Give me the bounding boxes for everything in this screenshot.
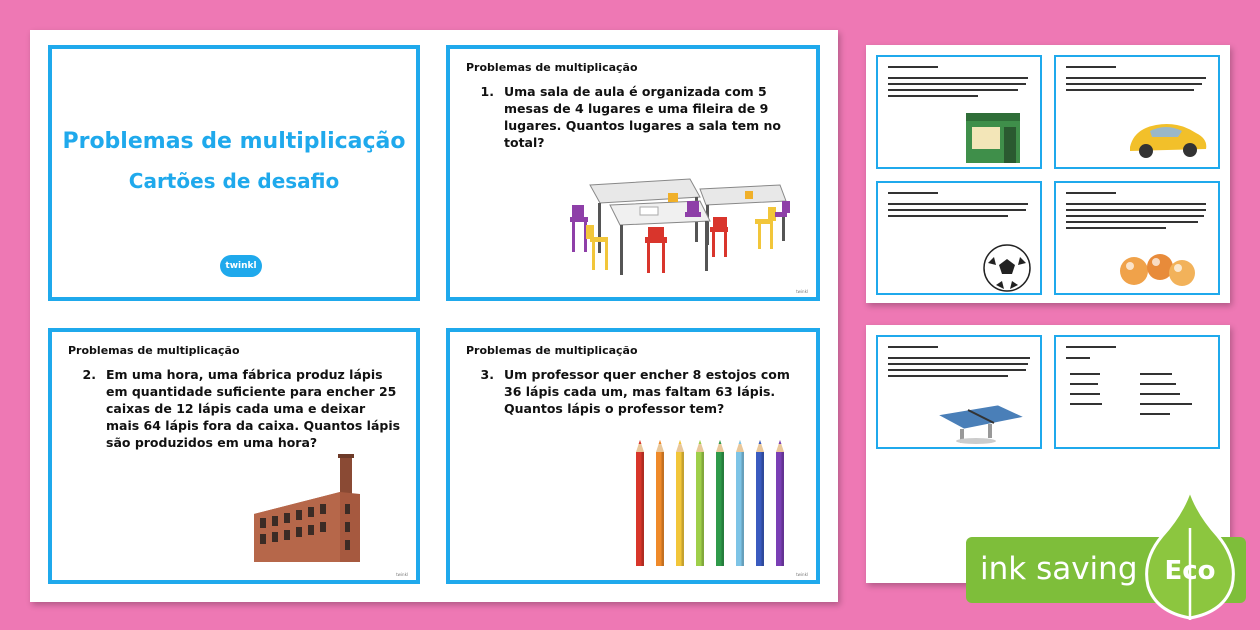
question-text: Uma sala de aula é organizada com 5 mesas de 4 lugares e uma fileira de 9 lugares. Quantos lugares a sala tem no total? bbox=[504, 84, 782, 150]
factory-building-image bbox=[250, 454, 370, 564]
pencil bbox=[756, 440, 764, 566]
pencil bbox=[696, 440, 704, 566]
card-header: Problemas de multiplicação bbox=[466, 344, 638, 357]
pencil bbox=[736, 440, 744, 566]
card-question bbox=[68, 366, 402, 451]
soccer-ball-image bbox=[982, 243, 1032, 293]
card-footer: twinkl bbox=[796, 572, 808, 577]
classroom-tables-image bbox=[550, 157, 800, 282]
mini-card-1 bbox=[876, 55, 1042, 169]
question-number: 3. bbox=[480, 367, 494, 382]
pencil bbox=[776, 440, 784, 566]
challenge-card-3 bbox=[446, 328, 820, 584]
preview-page-1 bbox=[866, 45, 1230, 303]
card-header: Problemas de multiplicação bbox=[68, 344, 240, 357]
colored-pencils-image bbox=[628, 440, 798, 570]
mini-card-2 bbox=[1054, 55, 1220, 169]
ping-pong-table-image bbox=[928, 397, 1028, 447]
twinkl-logo: twinkl bbox=[220, 255, 262, 277]
main-sheet bbox=[30, 30, 838, 602]
shop-front-image bbox=[964, 113, 1022, 165]
mini-card-answers bbox=[1054, 335, 1220, 449]
ink-saving-text: ink saving bbox=[980, 551, 1138, 587]
pencil bbox=[716, 440, 724, 566]
challenge-card-2 bbox=[48, 328, 420, 584]
pencil bbox=[636, 440, 644, 566]
yellow-car-image bbox=[1126, 117, 1210, 161]
mini-card-4 bbox=[1054, 181, 1220, 295]
question-number: 2. bbox=[82, 367, 96, 382]
card-question bbox=[466, 83, 802, 151]
pencil bbox=[656, 440, 664, 566]
card-question bbox=[466, 366, 802, 417]
title-card bbox=[48, 45, 420, 301]
challenge-card-1 bbox=[446, 45, 820, 301]
card-footer: twinkl bbox=[796, 289, 808, 294]
question-text: Em uma hora, uma fábrica produz lápis em quantidade suficiente para encher 25 caixas de 12 lápis cada uma e deixar mais 64 lápis fora da caixa. Quantos lápis são produzidos em uma hora? bbox=[106, 367, 401, 450]
eco-leaf-icon bbox=[1140, 488, 1240, 622]
mini-card-5 bbox=[876, 335, 1042, 449]
question-text: Um professor quer encher 8 estojos com 36 lápis cada um, mas faltam 63 lápis. Quantos lápis o professor tem? bbox=[504, 367, 790, 416]
marbles-image bbox=[1116, 245, 1206, 289]
question-number: 1. bbox=[480, 84, 494, 99]
title-card-subtitle: Cartões de desafio bbox=[128, 169, 340, 193]
card-footer: twinkl bbox=[396, 572, 408, 577]
card-header: Problemas de multiplicação bbox=[466, 61, 638, 74]
title-card-title: Problemas de multiplicação bbox=[62, 129, 406, 154]
eco-label: Eco bbox=[1164, 556, 1216, 586]
pencil bbox=[676, 440, 684, 566]
mini-card-3 bbox=[876, 181, 1042, 295]
